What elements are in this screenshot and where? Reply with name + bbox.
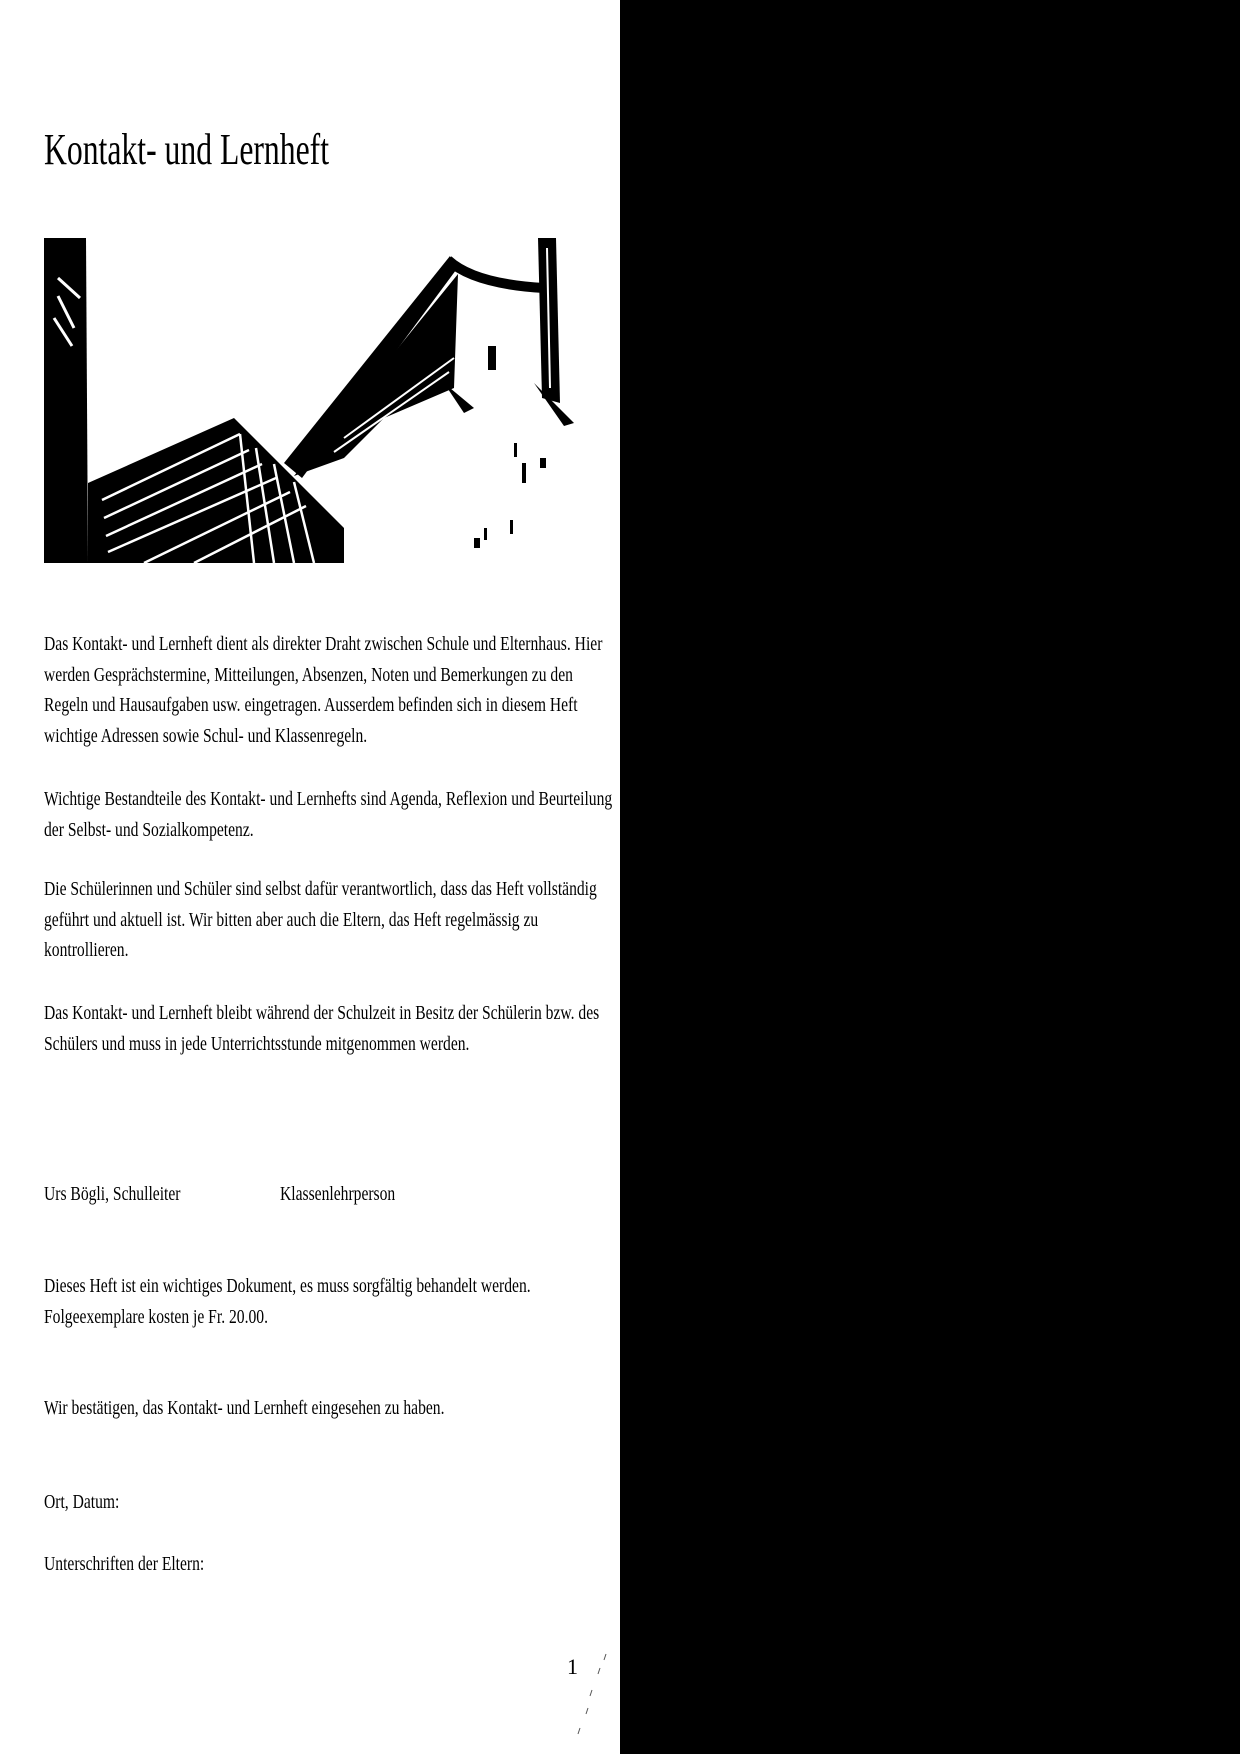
intro-paragraph: Das Kontakt- und Lernheft dient als direkter Draht zwischen Schule und Elternhaus. Hier werden Gesprächstermine, Mitteilungen, Absenzen, Noten und Bemerkungen zu den Regeln und Hausaufgaben usw. eingetragen. Ausserdem befinden sich in diesem Heft wichtige Adressen sowie Schul- und Klassenregeln.: [44, 633, 603, 747]
components-paragraph: Wichtige Bestandteile des Kontakt- und Lernhefts sind Agenda, Reflexion und Beurteilung der Selbst- und Sozialkompetenz.: [44, 788, 613, 841]
ownership-paragraph: Das Kontakt- und Lernheft bleibt während der Schulzeit in Besitz der Schülerin bzw. des Schülers und muss in jede Unterrichtsstunde mitgenommen werden.: [44, 1002, 600, 1055]
page-number: 1: [567, 1654, 578, 1679]
document-title: Kontakt- und Lernheft: [44, 125, 330, 174]
building-photo: [44, 238, 578, 563]
responsibility-paragraph: Die Schülerinnen und Schüler sind selbst dafür verantwortlich, dass das Heft vollständig geführt und aktuell ist. Wir bitten aber auch die Eltern, das Heft regelmässig zu kontrollieren.: [44, 878, 597, 961]
teacher-signature-label: Klassenlehrperson: [280, 1183, 396, 1205]
black-side-panel: [620, 0, 1240, 1754]
confirmation-text: Wir bestätigen, das Kontakt- und Lernheft eingesehen zu haben.: [44, 1397, 445, 1419]
principal-signature-label: Urs Bögli, Schulleiter: [44, 1183, 181, 1205]
parents-signature-label: Unterschriften der Eltern:: [44, 1553, 205, 1575]
place-date-label: Ort, Datum:: [44, 1491, 120, 1513]
care-note: Dieses Heft ist ein wichtiges Dokument, es muss sorgfältig behandelt werden. Folgeexemplare kosten je Fr. 20.00.: [44, 1275, 531, 1328]
fold-mark-decoration: [570, 1650, 610, 1740]
